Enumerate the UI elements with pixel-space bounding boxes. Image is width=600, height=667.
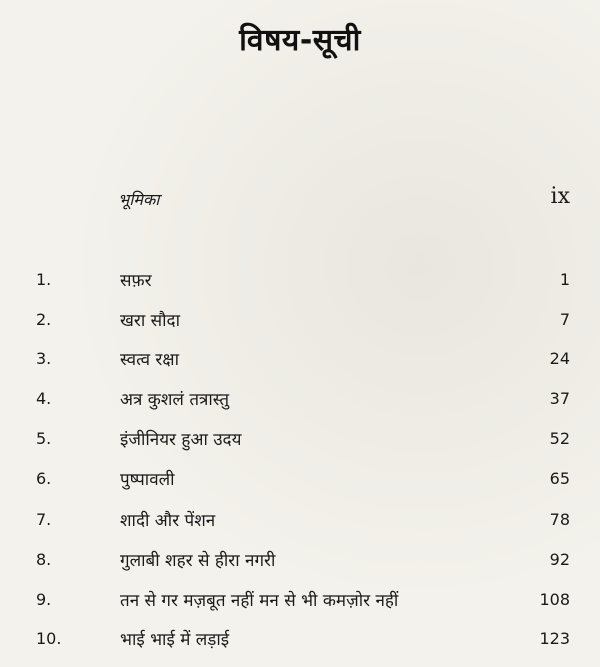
chapter-page: 1 bbox=[559, 270, 570, 289]
toc-row bbox=[0, 385, 600, 413]
chapter-number: 5. bbox=[36, 429, 52, 448]
chapter-title: गुलाबी शहर से हीरा नगरी bbox=[120, 551, 276, 571]
toc-row bbox=[0, 586, 600, 614]
chapter-page: 78 bbox=[549, 510, 570, 529]
chapter-number: 2. bbox=[36, 310, 52, 329]
chapter-number: 9. bbox=[36, 590, 52, 609]
chapter-title: सफ़र bbox=[120, 271, 152, 291]
toc-row bbox=[0, 625, 600, 653]
toc-row bbox=[0, 465, 600, 493]
toc-row bbox=[0, 306, 600, 334]
chapter-title: पुष्पावली bbox=[120, 470, 175, 490]
toc-intro-row bbox=[118, 184, 570, 214]
chapter-title: स्वत्व रक्षा bbox=[120, 350, 179, 370]
chapter-title: भाई भाई में लड़ाई bbox=[120, 630, 230, 650]
toc-row bbox=[0, 345, 600, 373]
chapter-page: 123 bbox=[539, 629, 570, 648]
chapter-page: 108 bbox=[539, 590, 570, 609]
toc-row bbox=[0, 506, 600, 534]
chapter-page: 65 bbox=[549, 469, 570, 488]
chapter-page: 24 bbox=[549, 349, 570, 368]
chapter-page: 92 bbox=[549, 550, 570, 569]
chapter-number: 4. bbox=[36, 389, 52, 408]
chapter-page: 52 bbox=[549, 429, 570, 448]
chapter-page: 37 bbox=[549, 389, 570, 408]
chapter-number: 8. bbox=[36, 550, 52, 569]
toc-row bbox=[0, 425, 600, 453]
chapter-number: 7. bbox=[36, 510, 52, 529]
intro-label: भूमिका bbox=[118, 190, 160, 209]
chapter-number: 10. bbox=[36, 629, 62, 648]
chapter-number: 6. bbox=[36, 469, 52, 488]
chapter-title: इंजीनियर हुआ उदय bbox=[120, 430, 242, 450]
page-title: विषय-सूची bbox=[239, 23, 361, 58]
chapter-title: तन से गर मज़बूत नहीं मन से भी कमज़ोर नहीं bbox=[120, 591, 399, 611]
chapter-title: शादी और पेंशन bbox=[120, 511, 216, 531]
chapter-title: अत्र कुशलं तत्रास्तु bbox=[120, 390, 230, 410]
toc-row bbox=[0, 546, 600, 574]
chapter-number: 3. bbox=[36, 349, 52, 368]
intro-page-number: ix bbox=[550, 184, 570, 209]
chapter-page: 7 bbox=[559, 310, 570, 329]
chapter-number: 1. bbox=[36, 270, 52, 289]
chapter-title: खरा सौदा bbox=[120, 311, 180, 331]
toc-row bbox=[0, 266, 600, 294]
